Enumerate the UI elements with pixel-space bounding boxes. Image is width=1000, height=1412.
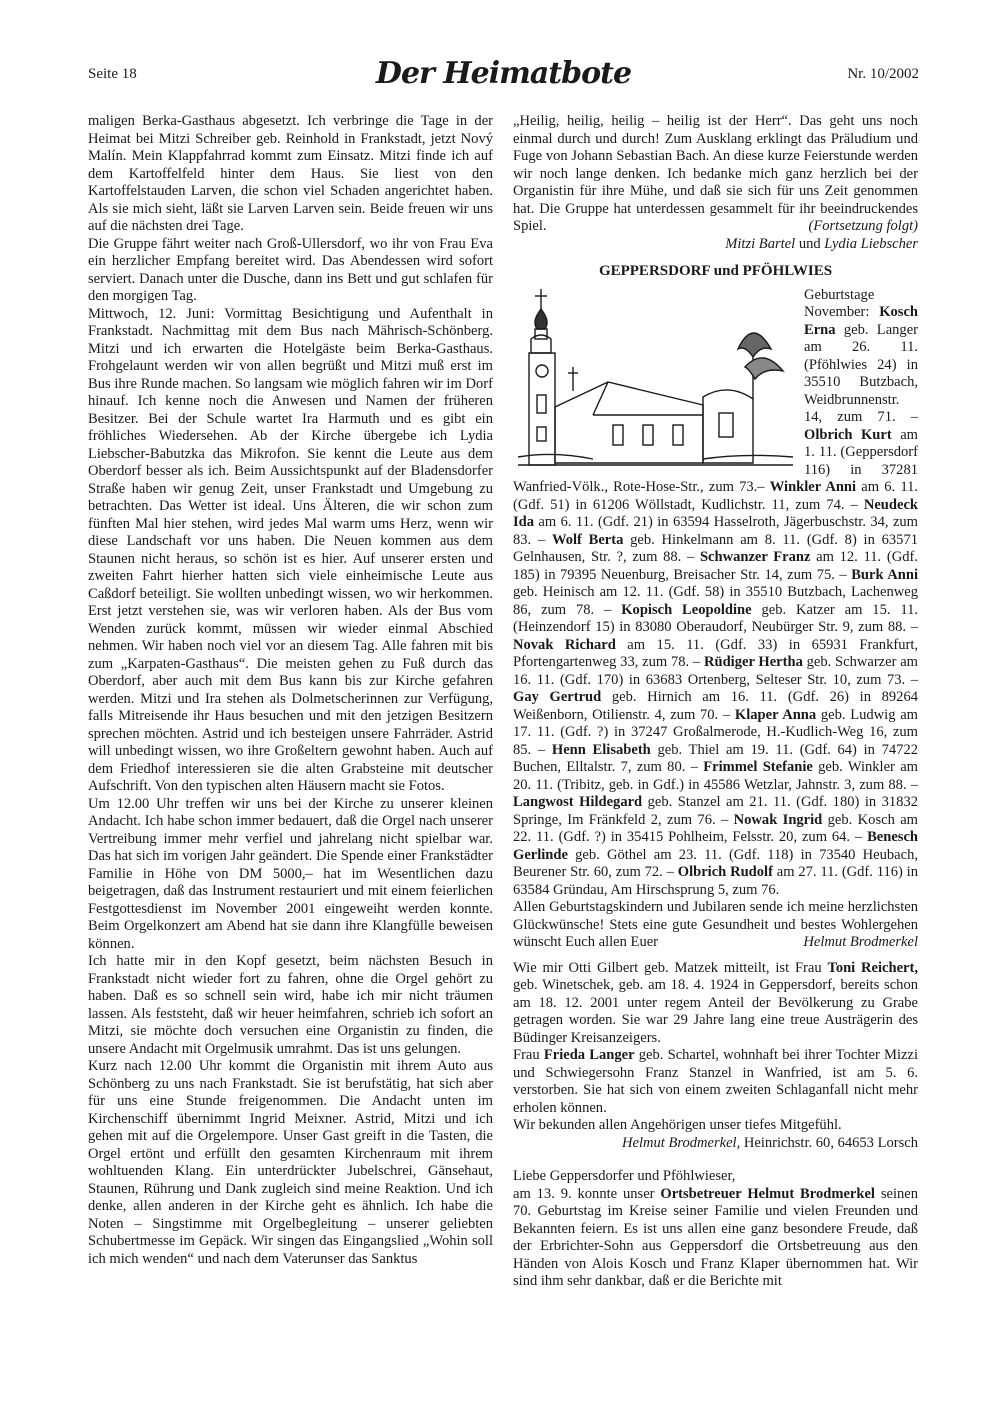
paragraph: Mittwoch, 12. Juni: Vormittag Besichtigung und Aufenthalt in Frankstadt. Nachmittag mit dem Bus nach Mährisch-Schönberg. Mitzi und ich erwarten die Hotelgäste beim Berka-Gasthaus. Frohgelaunt werden wir von allen begrüßt und Mitzi muß erst im Bus ihre Runde machen. So langsam wie möglich fahren wir im Dorf hinauf. Ich kenne noch die Anwesen und Namen der früheren Besitzer. Bei der Schule wartet Ira Harmuth und es gibt ein fröhliches Wiedersehen. Ab der Kirche übergebe ich Lydia Liebscher-Babutzka das Mikrofon. Sie kennt die Leute aus dem Oberdorf besser als ich. Beim Aussichtspunkt auf der Bladensdorfer Straße haben wir genug Zeit, unser Frankstadt und Umgebung zu betrachten. Das Wetter ist ideal. Uns Älteren, die wir schon zum fünften Mal hier stehen, wird jedes Mal warm ums Herz, wenn wir diese Landschaft vor uns haben. Die Neuen kommen aus dem Staunen nicht heraus, so schön ist es hier. Auf unserer ersten und zweiten Fahrt hierher hatten sich viele einheimische Leute aus Caßdorf beteiligt. Sie wollten unbedingt wissen, wo wir herkommen. Erst jetzt verstehen sie, was wir verloren haben. Als der Bus vom Wenden zurück kommt, müssen wir wieder einmal Abschied nehmen. Wir haben noch viel vor an diesem Tag. Alle fahren mit bis zum „Karpaten-Gasthaus“. Die meisten gehen zu Fuß durch das Oberdorf, aber auch mit dem Bus kann bis zur Kirche gefahren werden. Mitzi und Ira stehen als Dolmetscherinnen zur Verfügung, falls Mitreisende ihr Haus besuchen und mit den jetzigen Besitzern sprechen möchten. Astrid und ich besteigen unsere Fahrräder. Astrid will unbedingt wissen, wo ihre Großeltern gewohnt haben. Auch auf dem Friedhof interessieren sie die alten Grabsteine mit deutscher Aufschrift. Von den typischen alten Häusern macht sie Fotos. [88, 305, 493, 794]
byline: Mitzi Bartel und Lydia Liebscher [725, 235, 918, 252]
birthday-list: Geburtstage November: Kosch Erna geb. Langer am 26. 11. (Pföhlwies 24) in 35510 Butzbach, Weidbrunnenstr. 14, zum 71. – Olbrich Kurt am 1. 11. (Geppersdorf 116) in 37281 Wanfried-Völk., Rote-Hose-Str., zum 73.– Winkler Anni am 6. 11. (Gdf. 51) in 61206 Wöllstadt, Kudlichstr. 11, zum 74. – Neudeck Ida am 6. 11. (Gdf. 21) in 63594 Hasselroth, Jägerbuschstr. 34, zum 83. – Wolf Berta geb. Hinkelmann am 8. 11. (Gdf. 8) in 63571 Gelnhausen, Str. ?, zum 88. – Schwanzer Franz am 12. 11. (Gdf. 185) in 79395 Neuenburg, Breisacher Str. 14, zum 75. – Burk Anni geb. Heinisch am 12. 11. (Gdf. 58) in 35510 Butzbach, Lachenweg 86, zum 78. – Kopisch Leopoldine geb. Katzer am 15. 11. (Heinzendorf 15) in 83080 Oberaudorf, Neubürger Str. 9, zum 88. – Novak Richard am 15. 11. (Gdf. 33) in 65931 Frankfurt, Pfortengartenweg 33, zum 78. – Rüdiger Hertha geb. Schwarzer am 16. 11. (Gdf. 170) in 63683 Ortenberg, Selteser Str. 10, zum 73. – Gay Gertrud geb. Hirnich am 16. 11. (Gdf. 26) in 89264 Weißenborn, Otilienstr. 4, zum 70. – Klaper Anna geb. Ludwig am 17. 11. (Gdf. ?) in 37247 Großalmerode, H.-Kudlich-Weg 16, zum 85. – Henn Elisabeth geb. Thiel am 19. 11. (Gdf. 64) in 74722 Buchen, Elltalstr. 7, zum 80. – Frimmel Stefanie geb. Winkler am 20. 11. (Tribitz, geb. in Gdf.) in 45586 Wetzlar, Jahnstr. 3, zum 88. – Langwost Hildegard geb. Stanzel am 21. 11. (Gdf. 180) in 31832 Springe, Im Fränkfeld 2, zum 76. – Nowak Ingrid geb. Kosch am 22. 11. (Gdf. ?) in 35415 Pohlheim, Felsstr. 20, zum 64. – Benesch Gerlinde geb. Göthel am 23. 11. (Gdf. 118) in 73540 Heubach, Beurener Str. 60, zum 72. – Olbrich Rudolf am 27. 11. (Gdf. 116) in 63584 Gründau, Am Hirschsprung 5, zum 76. [513, 286, 919, 898]
paragraph: Um 12.00 Uhr treffen wir uns bei der Kirche zu unserer kleinen Andacht. Ich habe schon immer bedauert, daß die Orgel nach unserer Vertreibung immer mehr verfiel und jahrelang nicht spielbar war. Das hat sich im vorigen Jahr geändert. Die Spende einer Frankstädter Familie in Höhe von DM 5000,– hat im Wesentlichen dazu beigetragen, daß das Instrument restauriert und mit einem feierlichen Festgottesdienst im November 2001 eingeweiht werden konnte. Beim Orgelkonzert am Abend hat sie dann ihre Klangfülle beweisen können. [88, 795, 493, 952]
paragraph: „Heilig, heilig, heilig – heilig ist der Herr“. Das geht uns noch einmal durch und durch! Zum Ausklang erklingt das Präludium und Fuge von Johann Sebastian Bach. An diese kurze Feierstunde werden wir noch lange denken. Ich bedanke mich ganz herzlich bei der Organistin für ihre Mühe, und daß sie sich für uns Zeit genommen hat. Die Gruppe hat unterdessen gesammelt für ihr beeindruckendes Spiel. (Fortsetzung folgt) [513, 113, 918, 234]
paragraph: Die Gruppe fährt weiter nach Groß-Ullersdorf, wo ihr von Frau Eva ein herzlicher Empfang bereitet wird. Das Abendessen wird sofort serviert. Danach unter die Dusche, dann ins Bett und gut schlafen für den morgigen Tag. [88, 235, 493, 304]
church-illustration [513, 287, 798, 469]
signature: Helmut Brodmerkel, Heinrichstr. 60, 64653 Lorsch [621, 1134, 918, 1151]
sympathy: Wir bekunden allen Angehörigen unser tiefes Mitgefühl. [513, 1117, 842, 1133]
section-heading: GEPPERSDORF und PFÖHLWIES [598, 263, 833, 279]
left-column [88, 113, 493, 1268]
paragraph: maligen Berka-Gasthaus abgesetzt. Ich verbringe die Tage in der Heimat bei Mitzi Schreiber geb. Reinhold in Frankstadt, jetzt Nový Malín. Mein Klappfahrrad kommt zum Einsatz. Mitzi finde ich auf dem Kartoffelfeld hinter dem Haus. Sie liest von den Kartoffelstauden Larven, die schon viel Schaden angerichtet haben. Als sie mich sieht, läßt sie Larven Larven sein. Beide freuen wir uns auf die nächsten drei Tage. [88, 113, 493, 234]
page-header [88, 56, 919, 96]
continued-note: (Fortsetzung folgt) [808, 218, 918, 234]
right-column [513, 113, 918, 1291]
obituary: Wie mir Otti Gilbert geb. Matzek mitteilt, ist Frau Toni Reichert, geb. Winetschek, geb. am 18. 4. 1924 in Geppersdorf, bereits schon am 18. 12. 2001 unter regem Anteil der Bevölkerung zu Grabe getragen worden. Sie war 29 Jahre lang eine treue Austrägerin des Büdinger Kreisanzeigers. [513, 959, 918, 1046]
obituary: Frau Frieda Langer geb. Schartel, wohnhaft bei ihrer Tochter Mizzi und Schwiegersohn Franz Stanzel in Wanfried, ist am 5. 6. verstorben. Sie hat sich von einem zweiten Schlaganfall nicht mehr erholen können. [513, 1047, 918, 1116]
paragraph: Kurz nach 12.00 Uhr kommt die Organistin mit ihrem Auto aus Schönberg zu uns nach Frankstadt. Sie ist berufstätig, hat sich aber für uns eine Stunde freigenommen. Die Andacht unten im Kirchenschiff übernimmt Ingrid Meixner. Astrid, Mitzi und ich gehen mit auf die Orgelempore. Unser Gast greift in die Tasten, die Orgel ertönt und erfüllt den gesamten Kirchenraum mit ihrem wohltuenden Klang. Ein unterdrückter Jubelschrei, Gänsehaut, Staunen, Rührung und Dank zugleich sind meine Reaktion. Und ich denke, allen anderen in der Kirche geht es ähnlich. Ich habe die Noten – Singstimme mit Orgelbegleitung – unserer geliebten Schubertmesse im Gepäck. Wir singen das Eingangslied „Wohin soll ich mich wenden“ und nach dem Vaterunser das Sanktus [88, 1058, 493, 1267]
issue-number: Nr. 10/2002 [847, 66, 919, 82]
salutation: Liebe Geppersdorfer und Pföhlwieser, [513, 1168, 736, 1184]
paragraph: am 13. 9. konnte unser Ortsbetreuer Helmut Brodmerkel seinen 70. Geburtstag im Kreise seiner Familie und vielen Freunden und Bekannten feiern. Es ist uns allen eine ganz besondere Freude, daß der Erbrichter-Sohn aus Geppersdorf die Ortsbetreuung aus den Händen von Alois Kosch und Franz Klaper übernommen hat. Wir sind ihm sehr dankbar, daß er die Berichte mit [513, 1185, 918, 1289]
greeting: Allen Geburtstagskindern und Jubilaren sende ich meine herzlichsten Glückwünsche! Stets eine gute Gesundheit und bestes Wohlergehen wünscht Euch allen Euer Helmut Brodmerkel [513, 899, 918, 950]
page-number: Seite 18 [88, 66, 137, 82]
masthead: Der Heimatbote [375, 56, 632, 91]
paragraph: Ich hatte mir in den Kopf gesetzt, beim nächsten Besuch in Frankstadt nicht wieder fort zu fahren, ohne die Orgel gehört zu haben. Daß es so schnell sein wird, habe ich mir nicht träumen lassen. Als feststeht, daß wir heuer heimfahren, schrieb ich sofort an Mitzi, sie möchte doch versuchen eine Organistin zu finden, die unsere Andacht mit Orgelmusik umrahmt. Das ist uns gelungen. [88, 953, 493, 1057]
